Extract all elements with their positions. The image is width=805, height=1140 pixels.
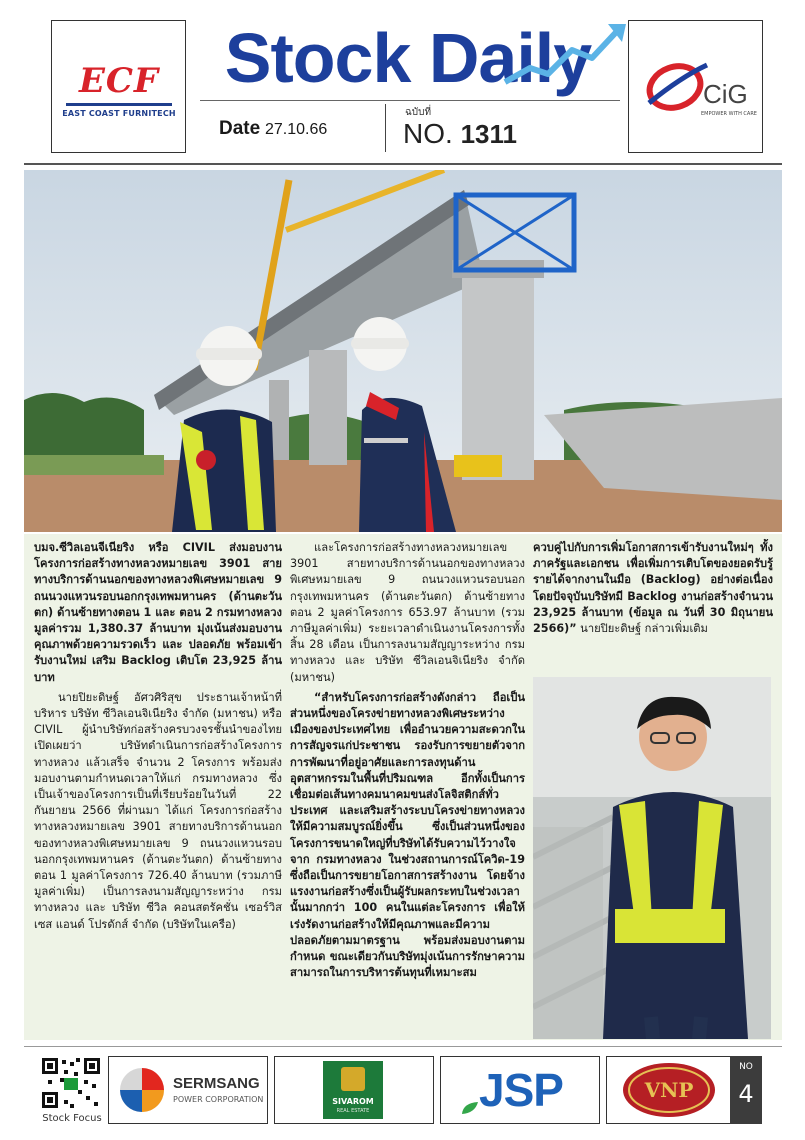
sivarom-name: SIVAROM: [332, 1097, 374, 1106]
vnp-name: VNP: [644, 1078, 694, 1102]
date-value: 27.10.66: [265, 121, 328, 138]
sermsang-name: SERMSANG: [173, 1075, 260, 1092]
issue-number: [403, 118, 517, 150]
cig-logo-box: [628, 20, 763, 153]
ecf-logo-text: ECF: [78, 61, 160, 101]
header-divider: [200, 100, 620, 101]
article-paragraph: และโครงการก่อสร้างทางหลวงหมายเลข 3901 สายทางบริการด้านนอกของทางหลวงพิเศษหมายเลข 9 ถนนวงแหวนรอบนอกกรุงเทพมหานคร (ด้านตะวันตก) ด้านซ้ายทางตอน 2 มูลค่าโครงการ 653.97 ล้านบาท (รวมภาษีมูลค่าเพิ่ม) ระยะเวลาดำเนินงานโครงการทั้งสิ้น 28 เดือน เป็นการลงนามสัญญาระหว่าง กรมทางหลวง และ บริษัท ซีวิลเอนจิเนียริง จำกัด (มหาชน): [290, 541, 525, 684]
page-number: 4: [738, 1080, 754, 1108]
article-quote: “สำหรับโครงการก่อสร้างดังกล่าว ถือเป็นส่วนหนึ่งของโครงข่ายทางหลวงพิเศษระหว่างเมืองของประเทศไทย เพื่ออำนวยความสะดวกในการสัญจรแก่ประชาชน รองรับการขยายตัวจากการพัฒนาที่อยู่อาศัยและการลงทุนด้านอุตสาหกรรมในพื้นที่ปริมณฑล อีกทั้งเป็นการเชื่อมต่อเส้นทางคมนาคมขนส่งโลจิสติกส์ทั่วประเทศ และเสริมสร้างระบบโครงข่ายทางหลวงให้มีความสมบูรณ์ยิ่งขึ้น ซึ่งเป็นส่วนหนึ่งของโครงการขนาดใหญ่ที่บริษัทได้รับความไว้วางใจจาก กรมทางหลวง ในช่วงสถานการณ์โควิด-19 ซึ่งถือเป็นการขยายโอกาสการสร้างงาน โดยจ้างแรงงานก่อสร้างซึ่งเป็นผู้รับผลกระทบในช่วงเวลานั้นมากกว่า 100 คนในแต่ละโครงการ เพื่อให้เร่งรัดงานก่อสร้างให้มีคุณภาพและมีความปลอดภัยตามมาตรฐาน พร้อมส่งมอบงานตามกำหนด ขณะเดียวกันบริษัทมุ่งเน้นการรักษาความสามารถในการบริหารต้นทุนที่เหมาะสม: [290, 690, 525, 980]
date-label: Date: [219, 118, 261, 139]
sermsang-logo-icon: [117, 1065, 167, 1115]
jsp-logo-text: JSP: [479, 1064, 563, 1116]
header-rule: [24, 163, 782, 165]
article-column-2: [290, 540, 525, 985]
qr-code[interactable]: [40, 1056, 102, 1110]
sermsang-logo-box: [108, 1056, 268, 1124]
cig-logo-tagline: EMPOWER WITH CARE: [701, 111, 757, 117]
cig-swoosh-icon: [641, 57, 711, 113]
header-separator: [385, 104, 386, 152]
article-column-1: [34, 540, 282, 937]
vnp-emblem-icon: [621, 1061, 717, 1119]
sivarom-subtitle: REAL ESTATE: [336, 1108, 370, 1114]
jsp-logo-box: [440, 1056, 600, 1124]
article-paragraph: นายปิยะดิษฐ์ อัศวศิริสุข ประธานเจ้าหน้าที่บริหาร บริษัท ซีวิลเอนจิเนียริง จำกัด (มหาชน) หรือ CIVIL ผู้นำบริษัทก่อสร้างครบวงจรชั้นนำของไทย เปิดเผยว่า บริษัทดำเนินการก่อสร้างโครงการทางหลวง แล้วเสร็จ จำนวน 2 โครงการ พร้อมส่งมอบงานตามกำหนดเวลาให้แก่ กรมทางหลวง ซึ่งเป็นเจ้าของโครงการเป็นที่เรียบร้อยในวันที่ 22 กันยายน 2566 ที่ผ่านมา ได้แก่ โครงการก่อสร้างทางหลวงหมายเลข 3901 สายทางบริการด้านนอกของทางหลวงพิเศษหมายเลข 9 ถนนวงแหวนรอบนอกกรุงเทพมหานคร (ด้านตะวันตก) ด้านซ้ายทางตอน 1 มูลค่าโครงการ 726.40 ล้านบาท (รวมภาษีมูลค่าเพิ่ม) เป็นการลงนามสัญญาระหว่าง กรมทางหลวง และ บริษัท ซีวิล คอนสตรัคชั่น เซอร์วิสเซส แอนด์ โปรดักส์ จำกัด (บริษัทในเครือ): [34, 690, 282, 931]
footer-rule: [24, 1046, 782, 1047]
article-attribution: นายปิยะดิษฐ์ กล่าวเพิ่มเติม: [576, 622, 708, 636]
issue-prefix: NO.: [403, 118, 453, 149]
page-number-label: NO: [739, 1062, 753, 1072]
jsp-leaf-icon: [461, 1101, 479, 1115]
article-column-3: [533, 540, 773, 641]
publication-title: Stock Daily: [224, 19, 592, 97]
sermsang-subtitle: POWER CORPORATION: [173, 1095, 264, 1104]
article-lead: บมจ.ซีวิลเอนจีเนียริง หรือ CIVIL ส่งมอบงานโครงการก่อสร้างทางหลวงหมายเลข 3901 สายทางบริการด้านนอกของทางหลวงพิเศษหมายเลข 9 ถนนวงแหวนรอบนอกกรุงเทพมหานคร (ด้านตะวันตก) ด้านซ้ายทางตอน 1 และ ตอน 2 กรมทางหลวง มูลค่ารวม 1,380.37 ล้านบาท มุ่งเน้นส่งมอบงานคุณภาพด้วยความรวดเร็ว และ ปลอดภัย พร้อมเข้ารับงานใหม่ เสริม Backlog เติบโต 23,925 ล้านบาท: [34, 541, 282, 684]
issue-label-thai: ฉบับที่: [405, 107, 432, 118]
sivarom-s-icon: [341, 1067, 365, 1091]
article-quote-end: ควบคู่ไปกับการเพิ่มโอกาสการเข้ารับงานใหม่ๆ ทั้งภาครัฐและเอกชน เพื่อเพิ่มการเติบโตของยอดรับรู้รายได้จากงานในมือ (Backlog) อย่างต่อเนื่อง โดยปัจจุบันบริษัทมี Backlog งานก่อสร้างจำนวน 23,925 ล้านบาท (ข้อมูล ณ วันที่ 30 มิถุนายน 2566)”: [533, 541, 773, 636]
hero-photo-construction-site: [24, 170, 782, 532]
qr-caption: Stock Focus: [42, 1113, 102, 1124]
ecf-logo-bar: [66, 103, 172, 106]
portrait-photo-ceo: [533, 677, 771, 1039]
rising-chart-icon: [500, 20, 630, 90]
sivarom-logo-tile: [323, 1061, 383, 1119]
cig-logo-text: CiG: [703, 79, 748, 109]
ecf-logo-tagline: EAST COAST FURNITECH: [62, 109, 176, 118]
sivarom-logo-box: [274, 1056, 434, 1124]
issue-number-value: 1311: [460, 119, 517, 149]
ecf-logo-box: [51, 20, 186, 153]
